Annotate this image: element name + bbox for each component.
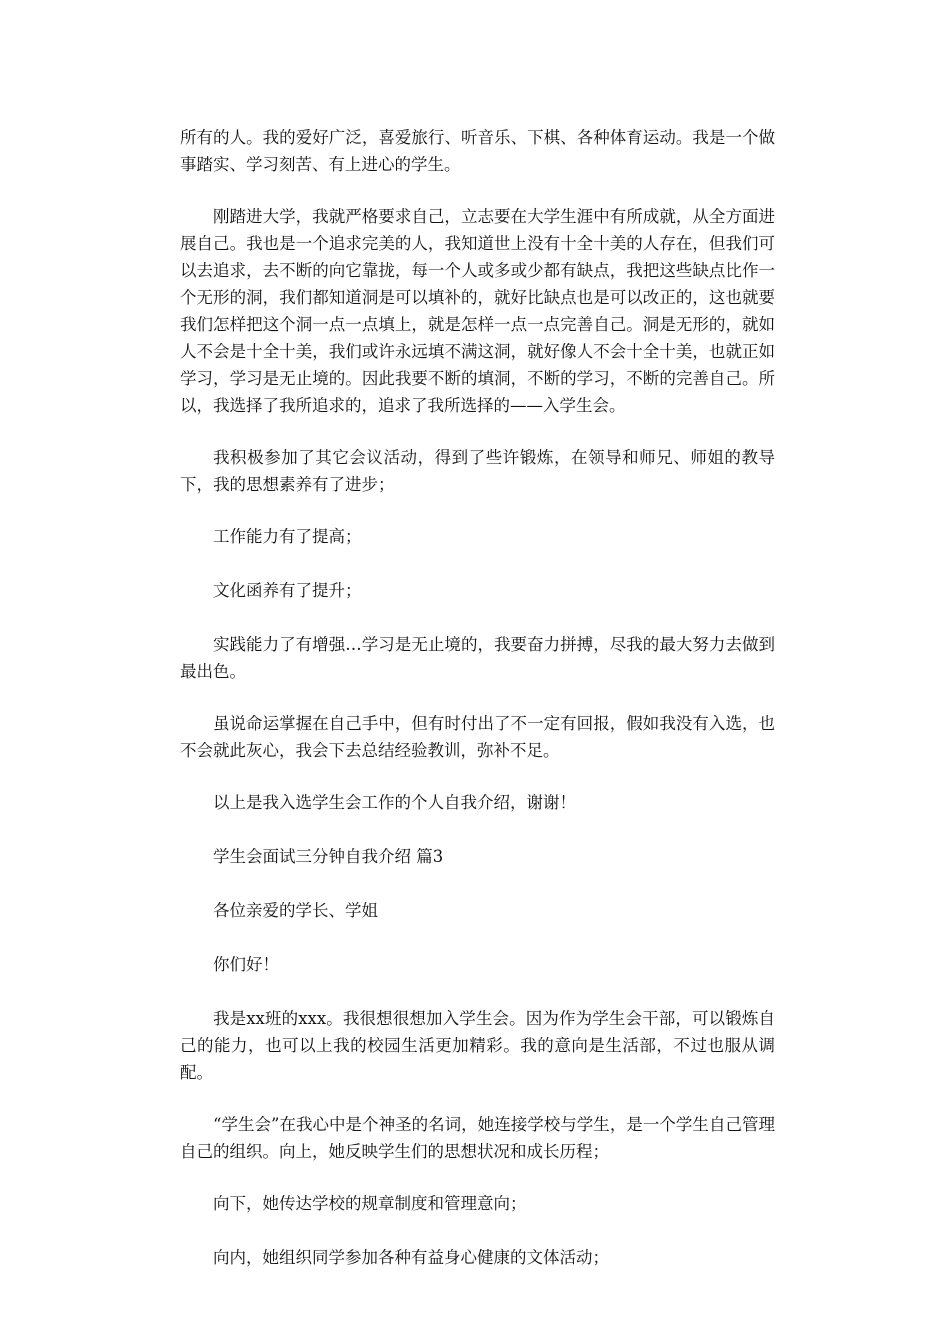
paragraph-hobbies: 所有的人。我的爱好广泛，喜爱旅行、听音乐、下棋、各种体育运动。我是一个做事踏实、学习刻苦、有上进心的学生。 <box>180 128 775 174</box>
paragraph-practice: 实践能力了有增强…学习是无止境的，我要奋力拼搏，尽我的最大努力去做到最出色。 <box>180 635 775 681</box>
document-body <box>180 124 775 1298</box>
section-heading: 学生会面试三分钟自我介绍 篇3 <box>213 847 444 866</box>
paragraph-greeting-seniors: 各位亲爱的学长、学姐 <box>213 901 378 920</box>
paragraph-university-goals: 刚踏进大学，我就严格要求自己，立志要在大学生涯中有所成就，从全方面进展自己。我也是一个追求完美的人，我知道世上没有十全十美的人存在，但我们可以去追求，去不断的向它靠拢，每一个人或多或少都有缺点，我把这些缺点比作一个无形的洞，我们都知道洞是可以填补的，就好比缺点也是可以改正的，这也就要我们怎样把这个洞一点一点填上，就是怎样一点一点完善自己。洞是无形的，就如人不会是十全十美，我们或许永远填不满这洞，就好像人不会十全十美，也就正如学习，学习是无止境的。因此我要不断的填洞，不断的学习，不断的完善自己。所以，我选择了我所追求的，追求了我所选择的——入学生会。 <box>180 207 775 415</box>
paragraph-introduction: 我是xx班的xxx。我很想很想加入学生会。因为作为学生会干部，可以锻炼自己的能力，也可以上我的校园生活更加精彩。我的意向是生活部，不过也服从调配。 <box>180 1009 775 1082</box>
paragraph-thanks: 以上是我入选学生会工作的个人自我介绍，谢谢！ <box>213 793 576 812</box>
paragraph-downward: 向下，她传达学校的规章制度和管理意向； <box>213 1194 527 1213</box>
paragraph-hello: 你们好！ <box>213 955 279 974</box>
paragraph-inward: 向内，她组织同学参加各种有益身心健康的文体活动； <box>213 1248 609 1267</box>
paragraph-work-ability: 工作能力有了提高； <box>213 527 362 546</box>
paragraph-activities: 我积极参加了其它会议活动，得到了些许锻炼，在领导和师兄、师姐的教导下，我的思想素养有了进步； <box>180 448 775 494</box>
paragraph-not-selected: 虽说命运掌握在自己手中，但有时付出了不一定有回报，假如我没有入选，也不会就此灰心，我会下去总结经验教训，弥补不足。 <box>180 714 775 760</box>
paragraph-culture: 文化函养有了提升； <box>213 581 362 600</box>
paragraph-student-union-meaning: “学生会”在我心中是个神圣的名词，她连接学校与学生，是一个学生自己管理自己的组织。向上，她反映学生们的思想状况和成长历程； <box>180 1115 775 1161</box>
